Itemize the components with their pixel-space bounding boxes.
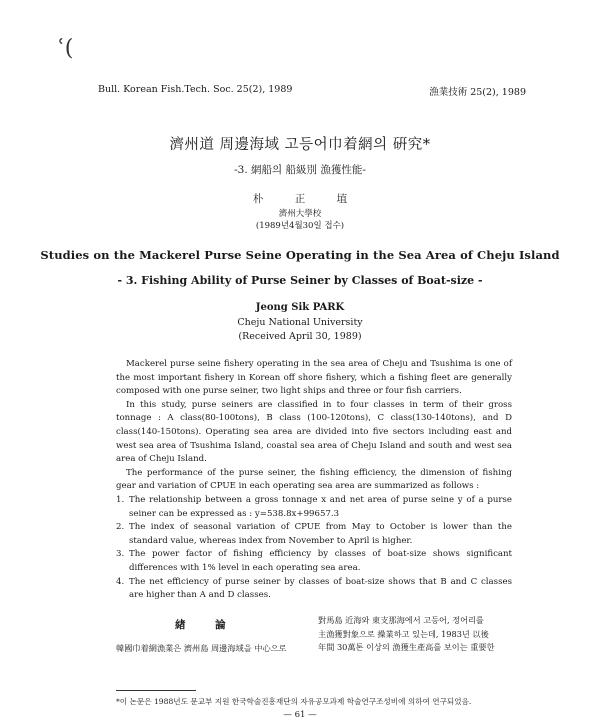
korean-received-date: (1989년4월30일 접수) [255,221,345,231]
footnote-divider [116,690,196,691]
korean-subtitle: -3. 網船의 船級別 漁獲性能- [234,164,366,176]
abstract-paragraph: In this study, purse seiners are classified in to four classes in term of their gross tonnage : A class(80-100tons), B class (100-120tons), C class(130-140tons), and D class(140-150tons). Operating sea area are divided into five sectors including east and west sea area of Tsushima Island, coastal sea area of Cheju Island and south and west sea area of Cheju Island. [116,399,512,465]
result-item-text: The power factor of fishing efficiency by classes of boat-size shows significant differences with 1% level in each operating sea area. [129,549,512,573]
journal-citation-korean: 漁業技術 25(2), 1989 [429,87,526,98]
page-number: — 61 — [283,710,317,720]
english-received-date: (Received April 30, 1989) [238,331,362,342]
result-item [116,548,512,575]
result-item-number: 4. [116,576,125,587]
english-subtitle: - 3. Fishing Ability of Purse Seiner by Classes of Boat-size - [117,274,483,287]
intro-left-column: 韓國巾着網漁業은 濟州島 周邊海域을 中心으로 [116,643,287,653]
result-item-number: 2. [116,522,125,533]
english-author: Jeong Sik PARK [255,302,345,313]
section-heading-introduction: 緖 論 [175,619,226,631]
korean-affiliation: 濟州大學校 [278,209,322,219]
result-item-text: The relationship between a gross tonnage x and net area of purse seine y of a purse seiner can be expressed as : y=538.8x+99657.3 [129,494,512,519]
abstract-paragraph: Mackerel purse seine fishery operating in the sea area of Cheju and Tsushima is one of the most important fishery in Korean off shore fishery, which a fishing fleet are generally composed with one purse seiner, two light ships and three or four fish carriers. [116,359,512,397]
result-item-number: 1. [116,494,125,505]
korean-author: 朴 正 埴 [252,193,348,205]
result-item-text: The net efficiency of purse seiner by classes of boat-size shows that B and C classes are higher than A and D classes. [129,576,512,601]
page-mark: ʿ( [58,36,74,61]
intro-line: 年間 30萬톤 이상의 漁獲生產高를 보이는 重要한 [318,642,495,653]
korean-title: 濟州道 周邊海域 고등어巾着網의 硏究* [169,137,431,153]
intro-line: 對馬島 近海와 東支那海에서 고등어, 정어리를 [318,615,484,625]
abstract-paragraph: The performance of the purse seiner, the fishing efficiency, the dimension of fishing gear and variation of CPUE in each operating sea area are summarized as follows : [116,467,512,492]
english-title: Studies on the Mackerel Purse Seine Operating in the Sea Area of Cheju Island [40,248,560,262]
journal-citation-english: Bull. Korean Fish.Tech. Soc. 25(2), 1989 [98,84,293,95]
english-affiliation: Cheju National University [237,317,363,328]
result-item [116,521,512,548]
result-item-number: 3. [116,549,125,560]
intro-line: 主漁獲對象으로 操業하고 있는데, 1983년 以後 [318,628,489,639]
intro-right-column [318,614,514,655]
abstract [116,358,512,603]
footnote: *이 논문은 1988년도 문교부 지원 한국학술진흥재단의 자유공모과제 학술연구조성비에 의하여 연구되었음. [116,697,472,706]
result-item [116,494,512,521]
result-item [116,576,512,603]
result-item-text: The index of seasonal variation of CPUE from May to October is lower than the standard value, whereas index from November to April is higher. [129,522,512,546]
